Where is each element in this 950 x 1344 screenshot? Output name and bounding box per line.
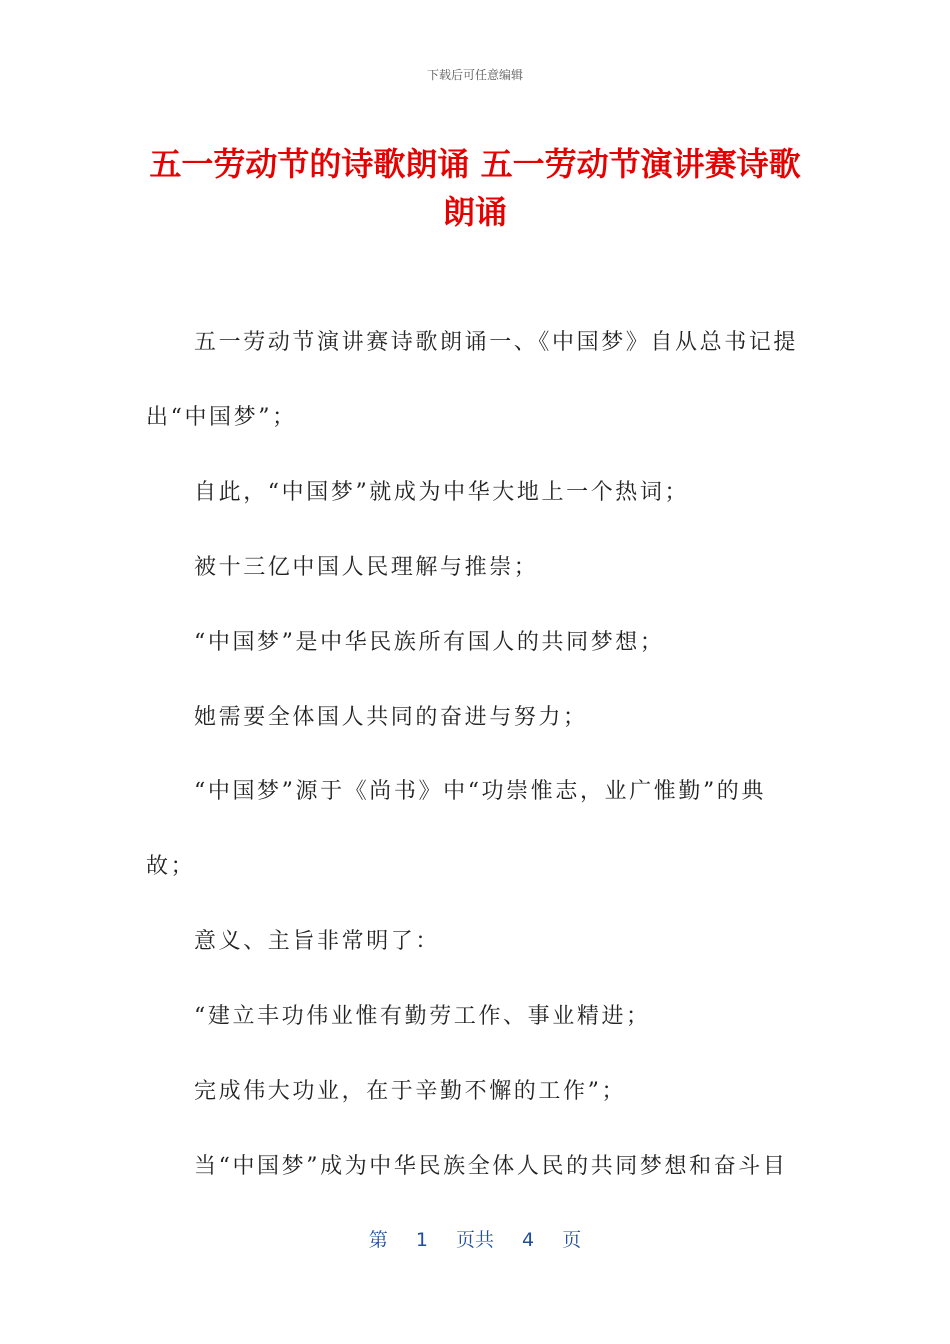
body-line: 自此，“中国梦”就成为中华大地上一个热词； <box>194 480 690 505</box>
body-line: 故； <box>146 854 196 879</box>
document-title: 五一劳动节的诗歌朗诵 五一劳动节演讲赛诗歌朗诵 <box>149 145 801 231</box>
header-note: 下载后可任意编辑 <box>426 68 523 82</box>
body-line: 她需要全体国人共同的奋进与努力； <box>194 705 588 730</box>
body-line: 出“中国梦”； <box>146 405 297 430</box>
page-suffix: 页 <box>562 1229 582 1251</box>
body-line: 被十三亿中国人民理解与推崇； <box>194 555 539 580</box>
body-line: 五一劳动节演讲赛诗歌朗诵一、《中国梦》自从总书记提 <box>194 330 799 355</box>
page-total: 4 <box>522 1229 535 1251</box>
page-current: 1 <box>415 1229 428 1251</box>
body-line: 意义、主旨非常明了： <box>194 929 441 954</box>
page-footer <box>0 1225 950 1252</box>
page-prefix: 第 <box>368 1229 388 1251</box>
body-line: 当“中国梦”成为中华民族全体人民的共同梦想和奋斗目 <box>194 1154 788 1179</box>
page-mid: 页共 <box>455 1229 494 1251</box>
body-line: “中国梦”源于《尚书》中“功崇惟志，业广惟勤”的典 <box>194 779 766 804</box>
body-line: “建立丰功伟业惟有勤劳工作、事业精进； <box>194 1004 651 1029</box>
body-line: 完成伟大功业，在于辛勤不懈的工作”； <box>194 1079 627 1104</box>
body-line: “中国梦”是中华民族所有国人的共同梦想； <box>194 630 665 655</box>
